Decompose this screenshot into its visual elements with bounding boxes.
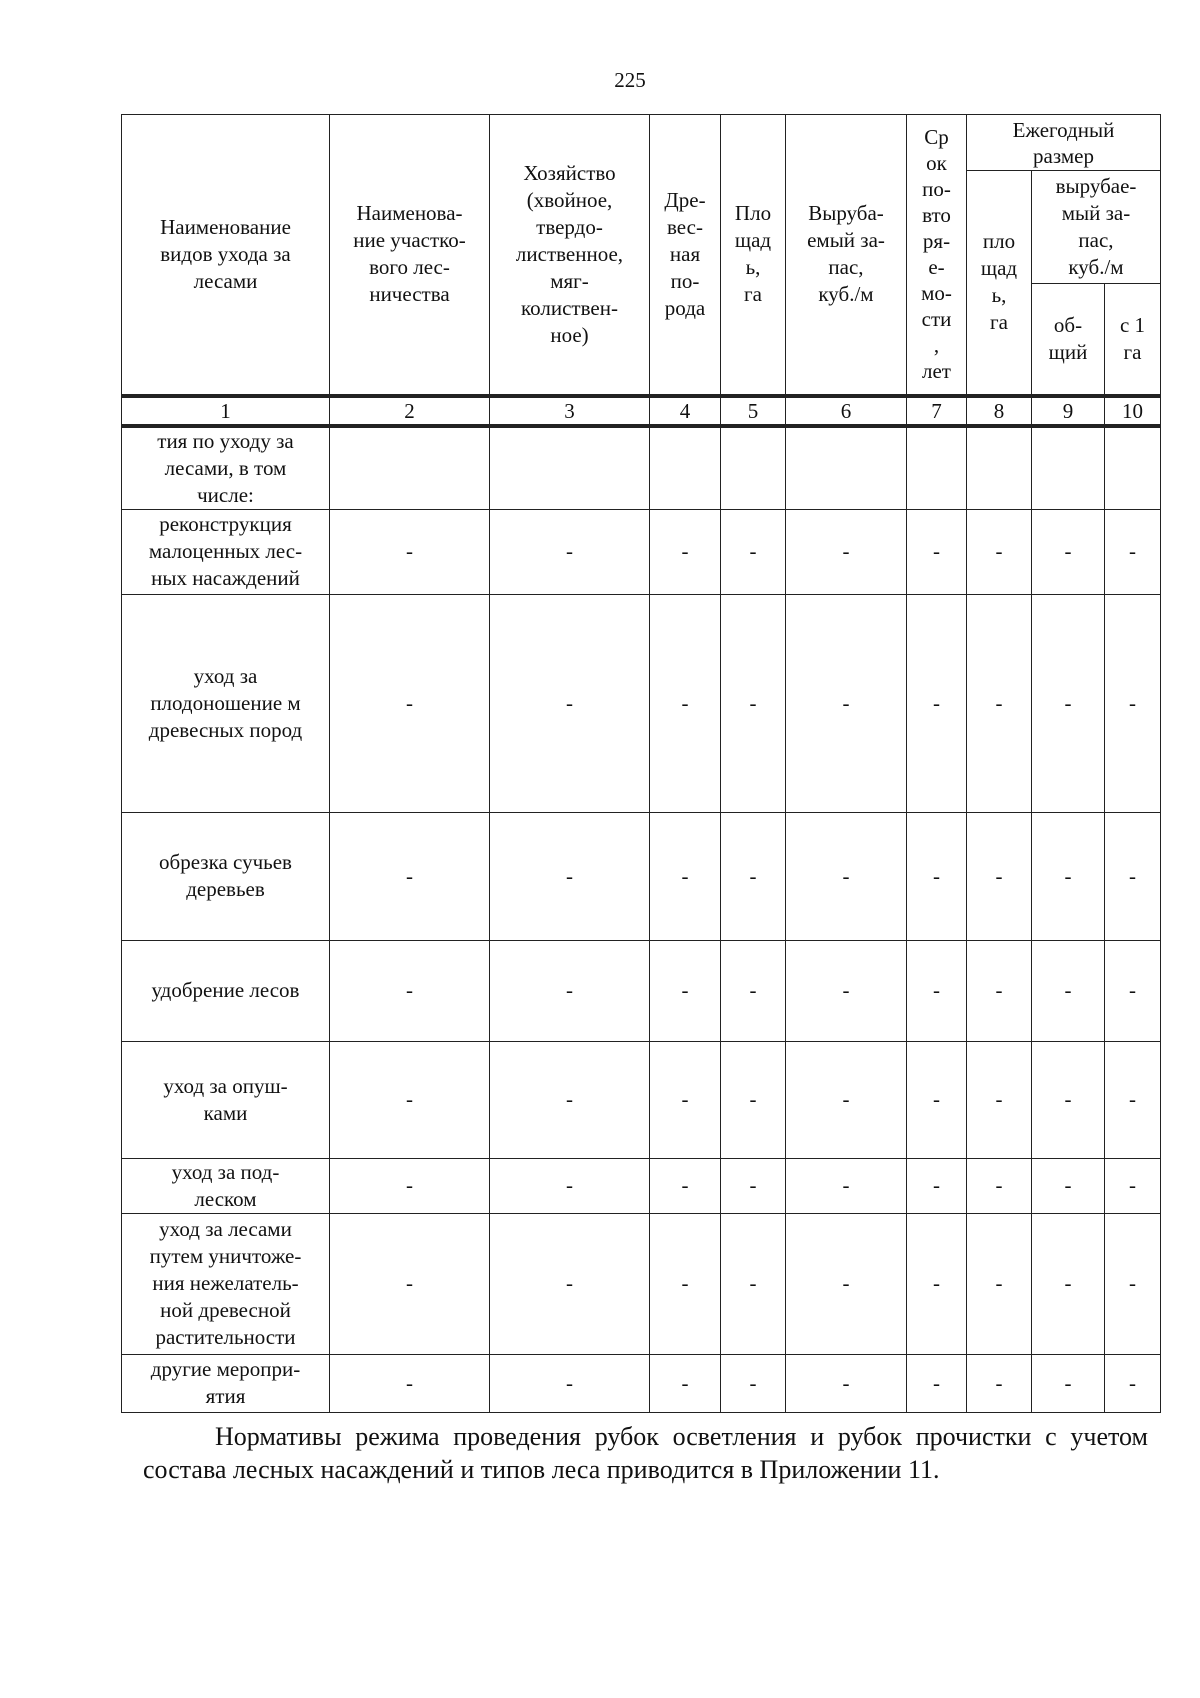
table-cell: - <box>490 1041 650 1158</box>
forest-care-table-container <box>121 114 1160 1413</box>
table-row <box>122 1213 1161 1354</box>
table-cell: - <box>786 594 907 812</box>
table-cell: - <box>330 1041 490 1158</box>
care-type-name: тия по уходу за лесами, в том числе: <box>122 426 330 510</box>
table-cell: - <box>650 812 721 940</box>
header-annual-size: Ежегодный размер <box>967 115 1161 171</box>
table-cell <box>1032 426 1105 510</box>
table-cell: - <box>721 509 786 594</box>
table-cell: - <box>907 1158 967 1213</box>
header-tree-species: Дре- вес- ная по- рода <box>650 115 721 396</box>
table-cell: - <box>1105 940 1161 1041</box>
header-repeat-period: Ср ок по- вто ря- е- мо- сти , лет <box>907 115 967 396</box>
table-cell: - <box>967 1041 1032 1158</box>
table-cell: - <box>1105 1158 1161 1213</box>
table-cell: - <box>967 509 1032 594</box>
table-cell: - <box>1105 1213 1161 1354</box>
table-row <box>122 594 1161 812</box>
header-total: об- щий <box>1032 284 1105 396</box>
table-cell: - <box>650 1158 721 1213</box>
page-number: 225 <box>614 68 646 92</box>
table-cell: - <box>721 1213 786 1354</box>
header-annual-area: пло щад ь, га <box>967 171 1032 396</box>
care-type-name: уход за плодоношение м древесных пород <box>122 594 330 812</box>
table-cell: - <box>907 940 967 1041</box>
table-cell: - <box>650 1354 721 1412</box>
header-per-hectare: с 1 га <box>1105 284 1161 396</box>
table-cell: - <box>907 1213 967 1354</box>
table-cell: - <box>490 812 650 940</box>
note-paragraph: Нормативы режима проведения рубок осветления и рубок прочистки с учетом состава лесных насаждений и типов леса приводится в Приложении 11. <box>143 1422 1148 1484</box>
column-number: 10 <box>1105 396 1161 426</box>
table-cell <box>330 426 490 510</box>
table-cell: - <box>330 1158 490 1213</box>
column-number: 4 <box>650 396 721 426</box>
table-cell: - <box>1105 812 1161 940</box>
table-cell: - <box>786 940 907 1041</box>
table-cell: - <box>1032 812 1105 940</box>
table-cell: - <box>1105 594 1161 812</box>
table-cell: - <box>650 1213 721 1354</box>
column-number: 7 <box>907 396 967 426</box>
table-cell: - <box>967 1354 1032 1412</box>
table-cell: - <box>650 594 721 812</box>
column-number: 3 <box>490 396 650 426</box>
table-cell <box>967 426 1032 510</box>
table-cell: - <box>907 812 967 940</box>
care-type-name: реконструкция малоценных лес- ных насаждений <box>122 509 330 594</box>
table-cell: - <box>907 1354 967 1412</box>
table-cell: - <box>1105 1041 1161 1158</box>
care-type-name: уход за опуш- ками <box>122 1041 330 1158</box>
table-cell: - <box>721 1041 786 1158</box>
table-cell: - <box>1032 509 1105 594</box>
table-cell: - <box>786 1158 907 1213</box>
column-number-row <box>122 396 1161 426</box>
care-type-name: уход за лесами путем уничтоже- ния нежелатель- ной древесной растительности <box>122 1213 330 1354</box>
table-row <box>122 1041 1161 1158</box>
table-cell: - <box>1032 1041 1105 1158</box>
care-type-name: уход за под- леском <box>122 1158 330 1213</box>
column-number: 9 <box>1032 396 1105 426</box>
table-cell: - <box>490 940 650 1041</box>
table-cell: - <box>907 594 967 812</box>
table-cell: - <box>650 509 721 594</box>
table-cell: - <box>330 1354 490 1412</box>
table-cell: - <box>1105 1354 1161 1412</box>
header-annual-cut-stock: вырубае- мый за- пас, куб./м <box>1032 171 1161 284</box>
header-care-type: Наименование видов ухода за лесами <box>122 115 330 396</box>
table-cell: - <box>330 940 490 1041</box>
table-row <box>122 1158 1161 1213</box>
care-type-name: другие меропри- ятия <box>122 1354 330 1412</box>
column-number: 6 <box>786 396 907 426</box>
column-number: 1 <box>122 396 330 426</box>
table-cell: - <box>907 1041 967 1158</box>
table-cell: - <box>330 812 490 940</box>
table-cell: - <box>786 812 907 940</box>
header-cut-stock: Выруба- емый за- пас, куб./м <box>786 115 907 396</box>
table-cell: - <box>1032 1213 1105 1354</box>
table-row <box>122 940 1161 1041</box>
table-cell: - <box>967 940 1032 1041</box>
table-cell: - <box>650 940 721 1041</box>
column-number: 5 <box>721 396 786 426</box>
table-cell: - <box>490 509 650 594</box>
table-cell: - <box>721 1354 786 1412</box>
table-cell: - <box>1032 940 1105 1041</box>
table-cell <box>721 426 786 510</box>
table-cell: - <box>907 509 967 594</box>
table-cell: - <box>786 1354 907 1412</box>
table-cell: - <box>330 594 490 812</box>
table-cell: - <box>721 940 786 1041</box>
forest-care-table <box>121 114 1161 1413</box>
table-cell: - <box>1032 594 1105 812</box>
table-row <box>122 812 1161 940</box>
table-cell: - <box>650 1041 721 1158</box>
header-area: Пло щад ь, га <box>721 115 786 396</box>
table-cell: - <box>721 1158 786 1213</box>
care-type-name: удобрение лесов <box>122 940 330 1041</box>
care-type-name: обрезка сучьев деревьев <box>122 812 330 940</box>
column-number: 8 <box>967 396 1032 426</box>
table-cell: - <box>1105 509 1161 594</box>
table-cell: - <box>330 509 490 594</box>
header-economy-type: Хозяйство (хвойное, твердо- лиственное, мяг- колиствен- ное) <box>490 115 650 396</box>
table-cell: - <box>967 812 1032 940</box>
header-forestry-district: Наименова- ние участко- вого лес- ничества <box>330 115 490 396</box>
table-cell: - <box>490 594 650 812</box>
table-cell: - <box>721 594 786 812</box>
table-cell <box>490 426 650 510</box>
column-number: 2 <box>330 396 490 426</box>
table-cell <box>786 426 907 510</box>
table-cell: - <box>967 594 1032 812</box>
table-cell: - <box>967 1158 1032 1213</box>
table-cell: - <box>786 509 907 594</box>
table-row <box>122 509 1161 594</box>
table-cell: - <box>786 1041 907 1158</box>
table-cell: - <box>490 1158 650 1213</box>
table-cell: - <box>786 1213 907 1354</box>
table-cell <box>1105 426 1161 510</box>
table-cell <box>907 426 967 510</box>
table-row <box>122 1354 1161 1412</box>
table-cell: - <box>490 1213 650 1354</box>
table-cell <box>650 426 721 510</box>
table-row <box>122 426 1161 510</box>
table-cell: - <box>1032 1158 1105 1213</box>
table-cell: - <box>490 1354 650 1412</box>
table-cell: - <box>330 1213 490 1354</box>
table-cell: - <box>721 812 786 940</box>
table-cell: - <box>967 1213 1032 1354</box>
table-cell: - <box>1032 1354 1105 1412</box>
